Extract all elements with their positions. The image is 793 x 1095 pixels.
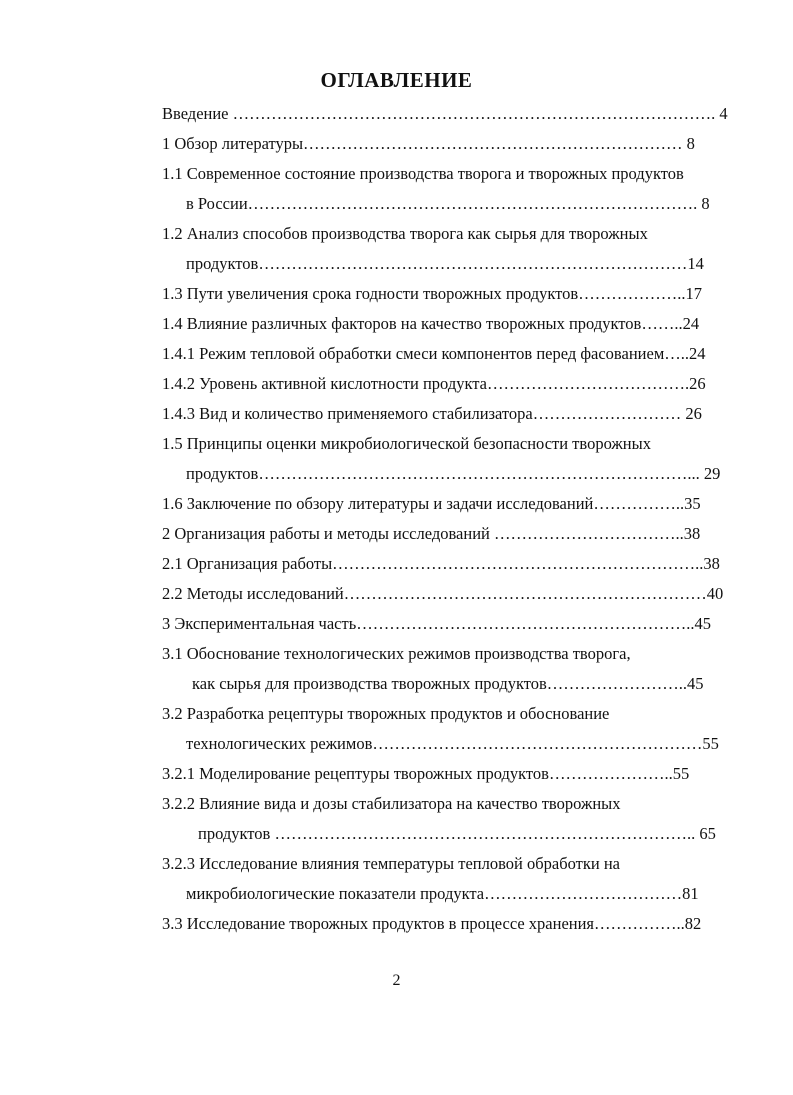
- toc-entry-1-4-3: 1.4.3 Вид и количество применяемого стабилизатора……………………… 26: [162, 404, 702, 423]
- toc-entry-3-2-1: 3.2.1 Моделирование рецептуры творожных продуктов…………………..55: [162, 764, 690, 783]
- toc-entry-1-4: 1.4 Влияние различных факторов на качество творожных продуктов……..24: [162, 314, 700, 333]
- toc-entry-3-1-cont: как сырья для производства творожных продуктов……………………..45: [192, 674, 704, 693]
- page-title: ОГЛАВЛЕНИЕ: [320, 68, 473, 92]
- toc-entry-3-2-3: 3.2.3 Исследование влияния температуры тепловой обработки на: [162, 854, 620, 873]
- toc-entry-3: 3 Экспериментальная часть……………………………………………………..45: [162, 614, 711, 633]
- toc-entry-3-2-2: 3.2.2 Влияние вида и дозы стабилизатора на качество творожных: [162, 794, 621, 813]
- toc-entry-intro: Введение ……………………………………………………………………………. 4: [162, 104, 728, 123]
- toc-entry-3-3: 3.3 Исследование творожных продуктов в процессе хранения……………..82: [162, 914, 702, 933]
- toc-entry-3-2-cont: технологических режимов……………………………………………………55: [186, 734, 719, 753]
- toc-entry-1-5-cont: продуктов……………………………………………………………………... 29: [186, 464, 721, 483]
- page-number: 2: [392, 972, 401, 989]
- toc-entry-1-3: 1.3 Пути увеличения срока годности творожных продуктов………………..17: [162, 284, 702, 303]
- toc-entry-1-2: 1.2 Анализ способов производства творога как сырья для творожных: [162, 224, 648, 243]
- toc-entry-2: 2 Организация работы и методы исследований ……………………………..38: [162, 524, 701, 543]
- toc-entry-2-1: 2.1 Организация работы…………………………………………………………..38: [162, 554, 720, 573]
- toc-entry-1-2-cont: продуктов……………………………………………………………………14: [186, 254, 704, 273]
- toc-entry-3-2-2-cont: продуктов ………………………………………………………………….. 65: [198, 824, 716, 843]
- toc-entry-1-6: 1.6 Заключение по обзору литературы и задачи исследований……………..35: [162, 494, 701, 513]
- toc-entry-1-5: 1.5 Принципы оценки микробиологической безопасности творожных: [162, 434, 651, 453]
- toc-entry-1-4-1: 1.4.1 Режим тепловой обработки смеси компонентов перед фасованием…..24: [162, 344, 706, 363]
- toc-entry-3-2-3-cont: микробиологические показатели продукта………………………………81: [186, 884, 699, 903]
- toc-entry-3-1: 3.1 Обоснование технологических режимов производства творога,: [162, 644, 631, 663]
- toc-entry-1-4-2: 1.4.2 Уровень активной кислотности продукта……………………………….26: [162, 374, 706, 393]
- toc-entry-2-2: 2.2 Методы исследований…………………………………………………………40: [162, 584, 724, 603]
- toc-entry-1: 1 Обзор литературы…………………………………………………………… 8: [162, 134, 695, 153]
- toc-entry-3-2: 3.2 Разработка рецептуры творожных продуктов и обоснование: [162, 704, 610, 723]
- toc-entry-1-1-cont: в России………………………………………………………………………. 8: [186, 194, 710, 213]
- toc-entry-1-1: 1.1 Современное состояние производства творога и творожных продуктов: [162, 164, 684, 183]
